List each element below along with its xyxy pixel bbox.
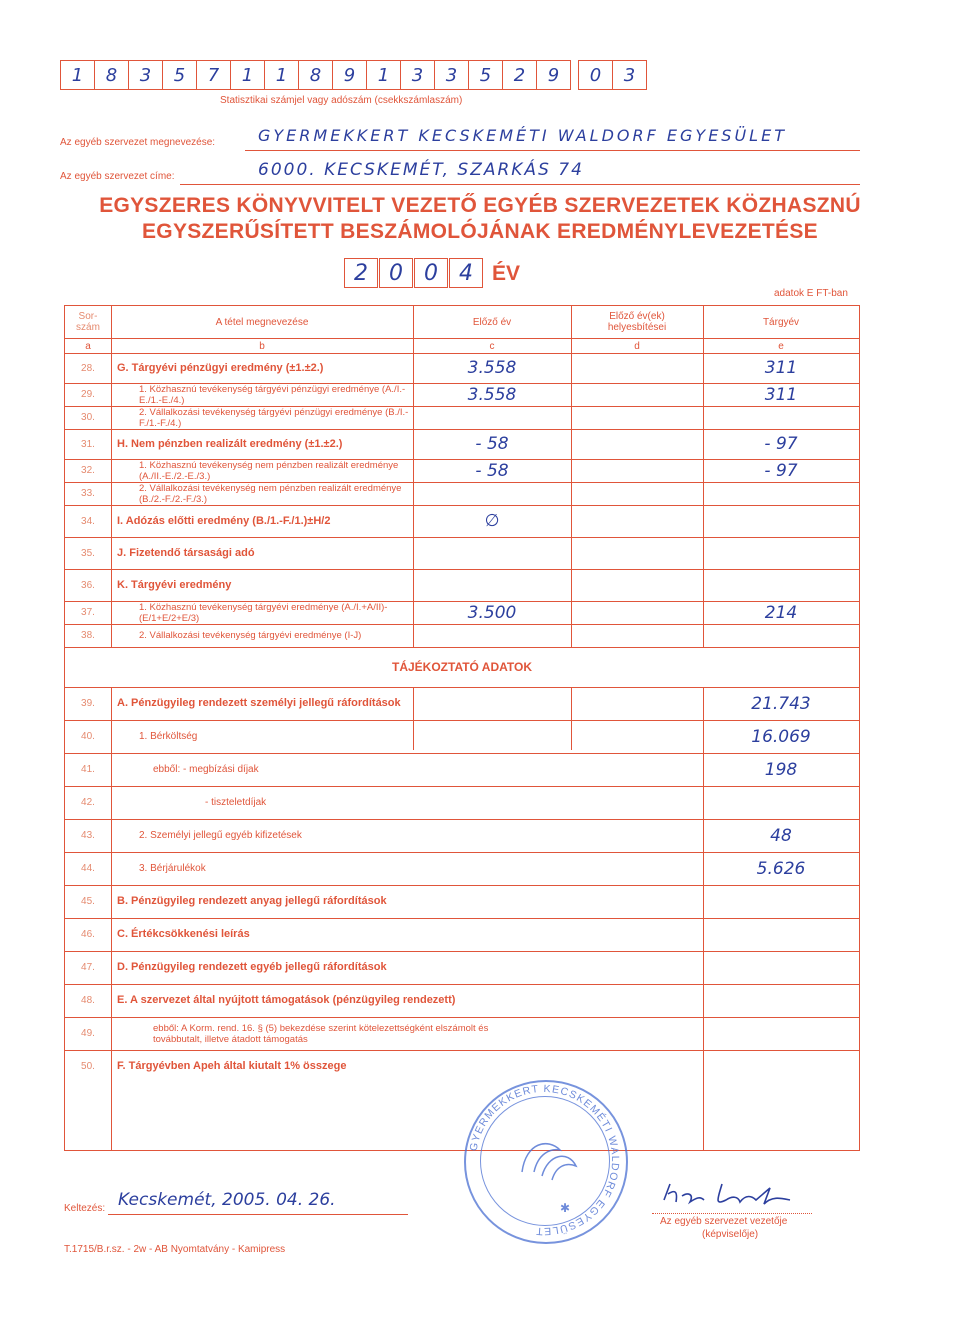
tax-id-digit: 1 [264, 60, 299, 90]
row-curr-value: - 97 [764, 434, 798, 454]
info-heading: TÁJÉKOZTATÓ ADATOK [392, 660, 532, 674]
units-note: adatok E FT-ban [774, 288, 848, 299]
row-number: 33. [81, 488, 95, 499]
row-item: G. Tárgyévi pénzügyi eredmény (±1.±2.) [117, 361, 324, 374]
info-row-item: B. Pénzügyileg rendezett anyag jellegű ráfordítások [117, 895, 387, 907]
year-digit: 4 [449, 258, 483, 288]
row-curr-value: 214 [764, 602, 798, 623]
row-number: 34. [81, 515, 95, 527]
row-prev-value: - 58 [475, 434, 509, 454]
info-row-curr-value [703, 951, 859, 984]
col-letter-b: b [259, 340, 265, 352]
info-row-number: 49. [81, 1028, 95, 1039]
row-prev-value: 3.558 [467, 384, 517, 405]
info-row-number: 48. [81, 995, 95, 1006]
row-prev-value [413, 624, 571, 647]
tax-id-digit: 3 [128, 60, 163, 90]
row-curr-value [703, 537, 859, 569]
row-curr-value [703, 482, 859, 505]
info-row-curr-value: 16.069 [751, 726, 811, 747]
info-row-curr-value [703, 1050, 859, 1083]
form-title-line1: EGYSZERES KÖNYVVITELT VEZETŐ EGYÉB SZERVEZETEK KÖZHASZNÚ [99, 194, 861, 217]
info-row-item: A. Pénzügyileg rendezett személyi jellegű ráfordítások [117, 697, 401, 709]
info-row-item: ebből: A Korm. rend. 16. § (5) bekezdése szerint kötelezettségként elszámolt és továbbutalt, illetve átadott támogatás [153, 1022, 489, 1045]
header-corr: Előző év(ek) helyesbítései [607, 311, 667, 333]
form-code: T.1715/B.r.sz. - 2w - AB Nyomtatvány - Kamipress [64, 1244, 286, 1255]
row-item: 2. Vállalkozási tevékenység tárgyévi pénzügyi eredménye (B./I.-F./1.-F./4.) [139, 406, 409, 429]
date-line [108, 1214, 408, 1215]
tax-id-digit: 1 [366, 60, 401, 90]
col-letter-c: c [489, 340, 495, 352]
row-prev-value [413, 569, 571, 601]
row-number: 35. [81, 547, 95, 559]
row-prev-value [413, 406, 571, 429]
org-name-label: Az egyéb szervezet megnevezése: [60, 137, 216, 148]
info-row-item: 1. Bérköltség [139, 731, 198, 742]
signature [660, 1178, 810, 1214]
col-letter-e: e [778, 340, 784, 352]
info-row-curr-value [703, 1017, 859, 1050]
info-row-number: 41. [81, 764, 95, 775]
row-item: 1. Közhasznú tevékenység tárgyévi pénzügyi eredménye (A./I.-E./1.-E./4.) [139, 383, 406, 406]
row-number: 38. [81, 630, 95, 641]
row-item: 1. Közhasznú tevékenység tárgyévi eredménye (A./I.+A/II)-(E/1+E/2+E/3) [139, 601, 388, 624]
year-digit: 2 [344, 258, 378, 288]
row-curr-value [703, 505, 859, 537]
row-number: 37. [81, 607, 95, 618]
row-item: K. Tárgyévi eredmény [117, 578, 232, 591]
info-row-curr-value: 48 [770, 825, 792, 846]
info-row-number: 46. [81, 929, 95, 940]
row-item: 2. Vállalkozási tevékenység tárgyévi eredménye (I-J) [139, 630, 362, 641]
org-name-value: GYERMEKKERT KECSKEMÉTI WALDORF EGYESÜLET [258, 126, 787, 145]
stamp-text: GYERMEKKERT KECSKEMÉTI WALDORF EGYESÜLET [467, 1082, 622, 1238]
info-row-item: E. A szervezet által nyújtott támogatások (pénzügyileg rendezett) [117, 994, 456, 1006]
org-address-value: 6000. KECSKEMÉT, SZARKÁS 74 [258, 160, 584, 180]
info-row-number: 45. [81, 896, 95, 907]
tax-id-digit: 3 [400, 60, 435, 90]
row-prev-value: 3.558 [467, 358, 517, 378]
row-curr-value [703, 569, 859, 601]
org-address-label: Az egyéb szervezet címe: [60, 171, 175, 182]
info-row-curr-value: 5.626 [756, 858, 806, 879]
info-row-number: 50. [81, 1061, 95, 1072]
info-row-item: D. Pénzügyileg rendezett egyéb jellegű ráfordítások [117, 961, 387, 973]
info-row-item: C. Értékcsökkenési leírás [117, 928, 250, 940]
info-row-number: 40. [81, 731, 95, 742]
tax-id-digit: 8 [298, 60, 333, 90]
date-value: Kecskemét, 2005. 04. 26. [118, 1190, 336, 1210]
col-letter-d: d [634, 340, 640, 352]
row-curr-value [703, 406, 859, 429]
row-curr-value: - 97 [764, 460, 798, 481]
tax-id-digit: 0 [578, 60, 613, 90]
row-number: 31. [81, 438, 95, 450]
info-row-item: F. Tárgyévben Apeh által kiutalt 1% összege [117, 1060, 347, 1072]
signature-caption-1: Az egyéb szervezet vezetője [660, 1216, 788, 1227]
row-number: 28. [81, 362, 95, 374]
header-item: A tétel megnevezése [215, 316, 309, 328]
row-prev-value: 3.500 [467, 602, 517, 623]
info-row-item: 2. Személyi jellegű egyéb kifizetések [139, 830, 302, 841]
info-row-number: 43. [81, 830, 95, 841]
col-divider-a [111, 306, 112, 1150]
info-row-curr-value [703, 786, 859, 819]
tax-id-digit: 9 [536, 60, 571, 90]
row-prev-value: - 58 [475, 460, 509, 481]
row-item: J. Fizetendő társasági adó [117, 546, 255, 559]
tax-id-digit: 3 [612, 60, 647, 90]
info-row-curr-value [703, 918, 859, 951]
row-number: 29. [81, 389, 95, 400]
tax-id-digit: 1 [230, 60, 265, 90]
tax-id-digit: 9 [332, 60, 367, 90]
row-item: 1. Közhasznú tevékenység nem pénzben realizált eredménye (A./II.-E./2.-E./3.) [139, 459, 399, 482]
header-num: Sor- szám [76, 311, 100, 333]
row-curr-value: 311 [764, 384, 798, 405]
row-item: 2. Vállalkozási tevékenység nem pénzben realizált eredménye (B./2.-F./2.-F./3.) [139, 482, 402, 505]
header-curr: Tárgyév [762, 316, 800, 328]
header-prev: Előző év [472, 316, 512, 328]
info-row-item: - tiszteletdíjak [205, 797, 267, 808]
tax-id-caption: Statisztikai számjel vagy adószám (csekkszámlaszám) [220, 95, 463, 106]
tax-id-digit: 8 [94, 60, 129, 90]
info-row-curr-value: 21.743 [751, 693, 811, 714]
signature-caption-2: (képviselője) [702, 1229, 759, 1240]
info-row-curr-value [703, 885, 859, 918]
col-letter-a: a [85, 340, 91, 352]
org-address-line [180, 184, 860, 185]
org-name-line [245, 150, 860, 151]
info-row-number: 44. [81, 863, 95, 874]
row-curr-value [703, 624, 859, 647]
signature-line [652, 1213, 812, 1214]
year-digit: 0 [414, 258, 448, 288]
row-number: 32. [81, 465, 95, 476]
row-prev-value [413, 482, 571, 505]
tax-id-digit: 7 [196, 60, 231, 90]
date-label: Keltezés: [64, 1203, 106, 1214]
form-title-line2: EGYSZERŰSÍTETT BESZÁMOLÓJÁNAK EREDMÉNYLEVEZETÉSE [142, 220, 818, 243]
info-row-number: 47. [81, 962, 95, 973]
row-prev-value: ∅ [484, 511, 500, 531]
year-label: ÉV [492, 262, 521, 285]
tax-id-digit: 3 [434, 60, 469, 90]
tax-id-digit: 5 [162, 60, 197, 90]
info-row-curr-value [703, 984, 859, 1017]
tax-id-digit: 2 [502, 60, 537, 90]
row-curr-value: 311 [764, 358, 798, 378]
stamp-text-ring [464, 1080, 624, 1240]
row-item: I. Adózás előtti eredmény (B./1.-F./1.)±H/2 [117, 514, 331, 527]
row-number: 30. [81, 412, 95, 423]
results-table [64, 305, 860, 1151]
row-item: H. Nem pénzben realizált eredmény (±1.±2.) [117, 437, 343, 450]
info-row-number: 39. [81, 698, 95, 709]
year-digit: 0 [379, 258, 413, 288]
row-prev-value [413, 537, 571, 569]
tax-id-digit: 1 [60, 60, 95, 90]
info-row-item: ebből: - megbízási díjak [153, 764, 259, 775]
info-row-item: 3. Bérjárulékok [139, 863, 206, 874]
info-row-number: 42. [81, 797, 95, 808]
row-number: 36. [81, 579, 95, 591]
svg-text:✱: ✱ [560, 1201, 571, 1215]
info-row-curr-value: 198 [764, 759, 798, 780]
tax-id-digit: 5 [468, 60, 503, 90]
